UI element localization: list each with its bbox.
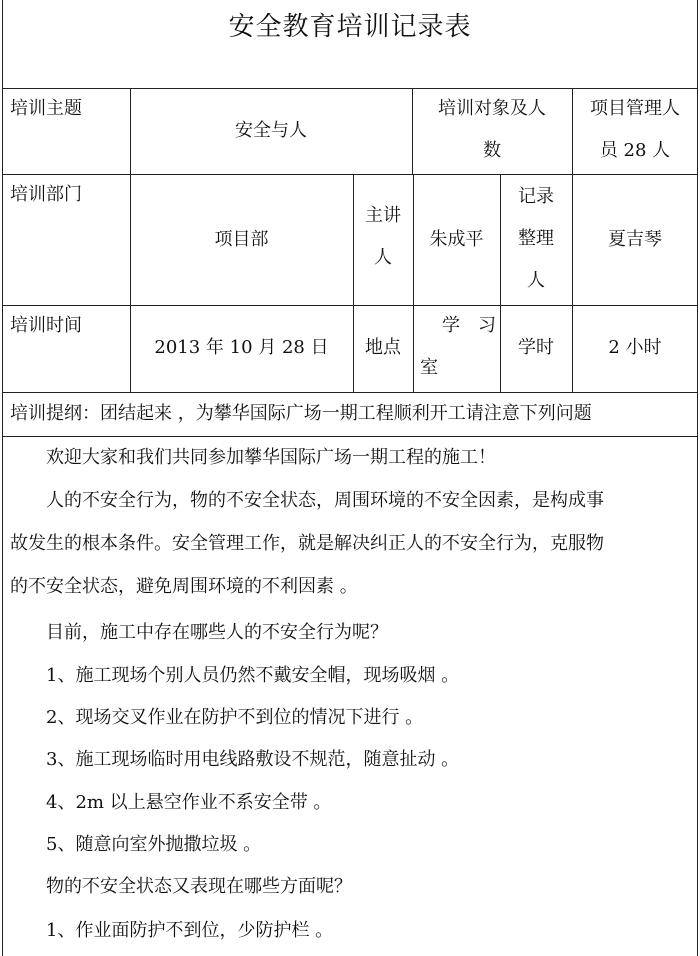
paragraph-line: 故发生的根本条件。安全管理工作，就是解决纠正人的不安全行为，克服物 — [10, 533, 604, 554]
date-value: 2013 年 10 月 28 日 — [154, 337, 329, 358]
audience-value: 项目管理人 员 28 人 — [590, 98, 680, 161]
list-item: 1、施工现场个别人员仍然不戴安全帽，现场吸烟 。 — [46, 665, 460, 686]
dept-value: 项目部 — [214, 229, 269, 250]
speaker-label: 主讲 人 — [365, 205, 401, 268]
hours-label: 学时 — [518, 337, 554, 358]
list-item: 4、2m 以上悬空作业不系安全带 。 — [46, 792, 332, 813]
form-title: 安全教育培训记录表 — [228, 12, 472, 42]
question-2: 物的不安全状态又表现在哪些方面呢？ — [46, 876, 352, 897]
speaker-value: 朱成平 — [429, 229, 484, 250]
paragraph-line: 的不安全状态，避免周围环境的不利因素 。 — [10, 576, 358, 597]
list-item: 5、随意向室外抛撒垃圾 。 — [46, 834, 262, 855]
recorder-value: 夏吉琴 — [608, 229, 662, 250]
rule — [2, 174, 698, 175]
paragraph-line: 人的不安全行为，物的不安全状态，周围环境的不安全因素，是构成事 — [46, 490, 604, 511]
welcome-text: 欢迎大家和我们共同参加攀华国际广场一期工程的施工！ — [46, 447, 496, 468]
list-item: 3、施工现场临时用电线路敷设不规范，随意扯动 。 — [46, 749, 460, 770]
list-item: 1、作业面防护不到位，少防护栏 。 — [46, 920, 334, 941]
list-item: 2、现场交叉作业在防护不到位的情况下进行 。 — [46, 707, 424, 728]
hours-value: 2 小时 — [608, 337, 662, 358]
recorder-label: 记录 整理 人 — [518, 186, 554, 291]
topic-value: 安全与人 — [235, 120, 307, 141]
topic-label: 培训主题 — [10, 98, 82, 119]
question-1: 目前，施工中存在哪些人的不安全行为呢？ — [46, 622, 388, 643]
outline: 培训提纲：团结起来 ，为攀华国际广场一期工程顺利开工请注意下列问题 — [10, 403, 592, 424]
audience-label: 培训对象及人 数 — [438, 98, 546, 161]
rule — [2, 305, 698, 306]
place-label: 地点 — [365, 337, 401, 358]
rule — [413, 174, 414, 392]
place-value: 学 习 室 — [420, 315, 496, 378]
dept-label: 培训部门 — [10, 184, 82, 205]
time-label: 培训时间 — [10, 315, 82, 336]
